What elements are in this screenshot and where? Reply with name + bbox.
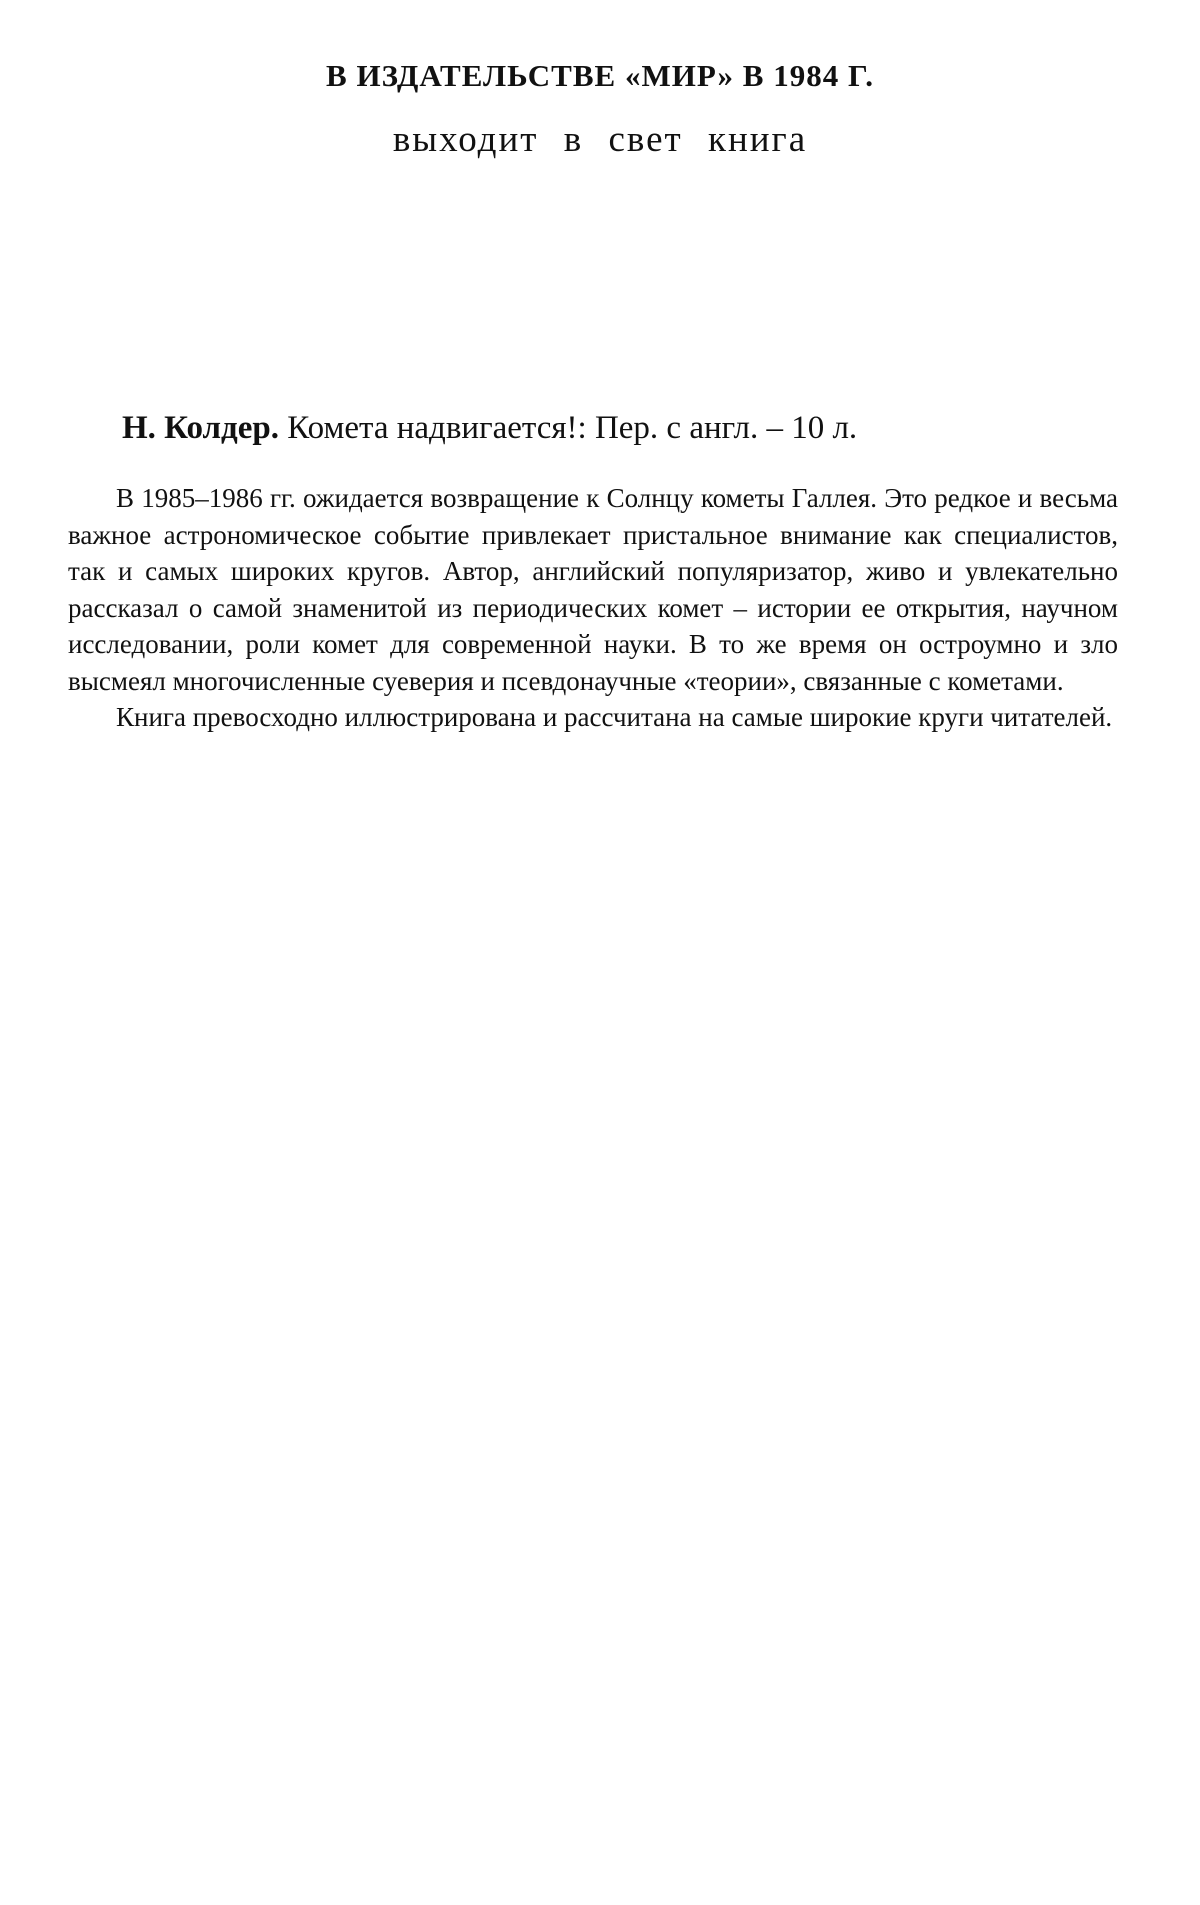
book-author: Н. Колдер. [122, 410, 279, 446]
publisher-heading: В ИЗДАТЕЛЬСТВЕ «МИР» В 1984 Г. [326, 58, 874, 93]
announcement-subheading: выходит в свет книга [392, 119, 808, 160]
description-paragraph: В 1985–1986 гг. ожидается возвращение к Солнцу кометы Галлея. Это редкое и весьма важное астрономическое событие привлекает пристальное внимание как специалистов, так и самых широких кругов. Автор, английский популяризатор, живо и увлекательно рассказал о самой знаменитой из периодических комет – истории ее открытия, научном исследовании, роли комет для современной науки. В то же время он остроумно и зло высмеял многочисленные суеверия и псевдонаучные «теории», связанные с кометами. [68, 483, 1118, 696]
description-paragraph: Книга превосходно иллюстрирована и рассчитана на самые широкие круги читателей. [116, 702, 1113, 732]
book-entry [122, 410, 857, 447]
book-description [68, 480, 1118, 736]
book-details: Комета надвигается!: Пер. с англ. – 10 л. [278, 410, 858, 446]
